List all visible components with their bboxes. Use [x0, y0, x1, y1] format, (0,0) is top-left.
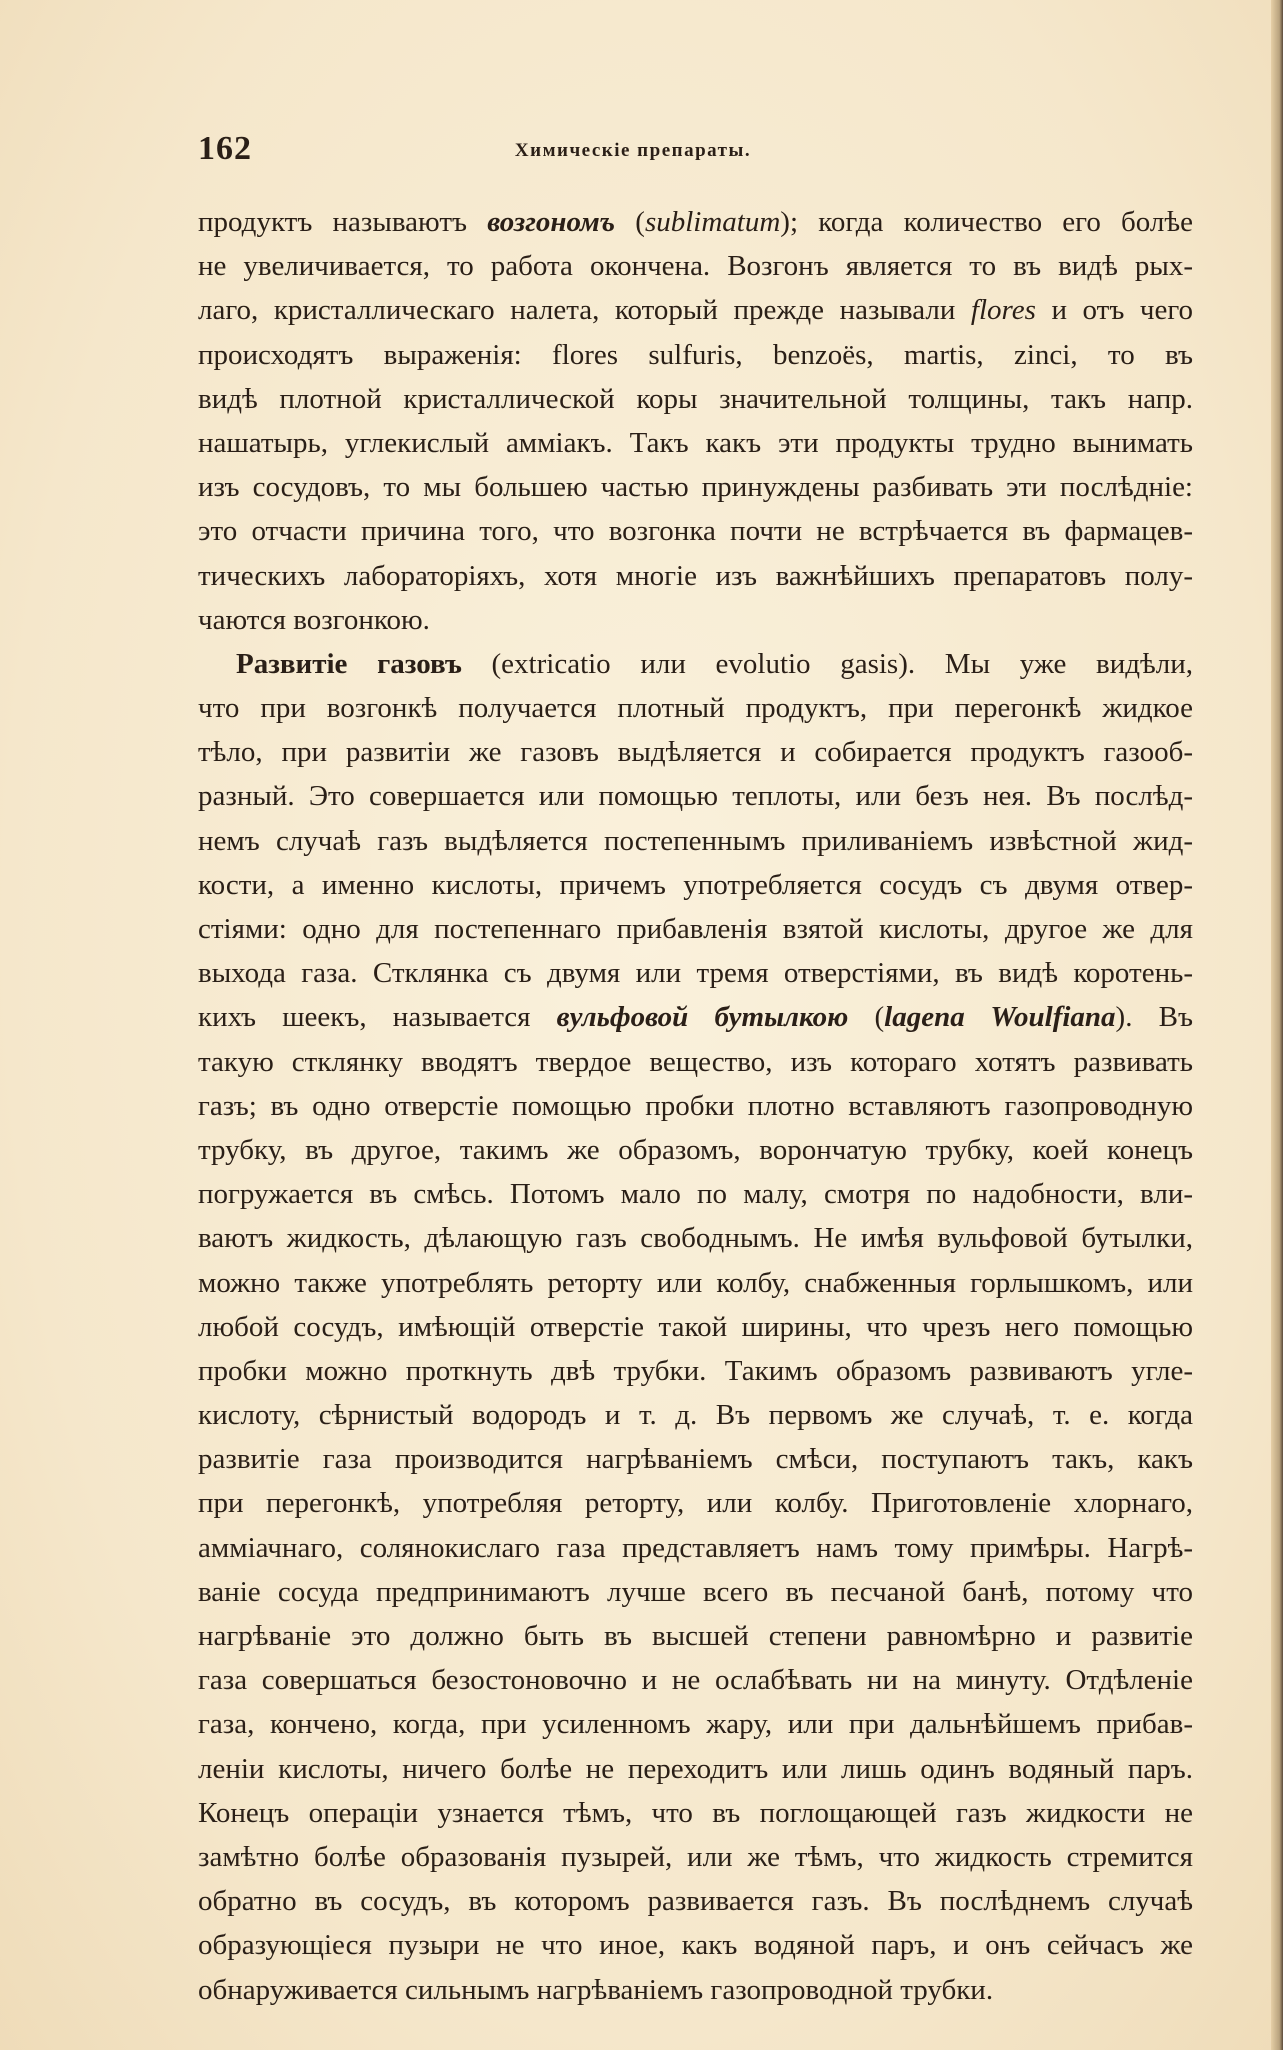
text-line [198, 554, 1193, 598]
text-line [198, 774, 1193, 818]
text-run: погружается въ смѣсь. Потомъ мало по малу, смотря по надобности, вли- [198, 1178, 1193, 1211]
text-line [198, 1349, 1193, 1393]
text-run: стіями: одно для постепеннаго прибавленія взятой кислоты, другое же для [198, 913, 1193, 945]
page-number: 162 [198, 130, 252, 167]
text-line [198, 421, 1193, 465]
text-run: выхода газа. Стклянка съ двумя или тремя отверстіями, въ видѣ коротень- [198, 957, 1193, 990]
text-run: амміачнаго, солянокислаго газа представляетъ намъ тому примѣры. Нагрѣ- [198, 1531, 1193, 1564]
text-run: любой сосудъ, имѣющій отверстіе такой ширины, что чрезъ него помощью [198, 1310, 1193, 1343]
text-line [198, 1305, 1193, 1349]
emphasized-text: Развитіе газовъ [236, 647, 462, 680]
text-run: (extricatio или evolutio gasis). Мы уже видѣли, [461, 647, 1193, 680]
text-line [198, 1393, 1193, 1437]
emphasized-text: вульфовой бутылкою [556, 1001, 849, 1034]
text-line [198, 200, 1193, 244]
text-run: чаются возгонкою. [198, 603, 430, 636]
text-run: что при возгонкѣ получается плотный продуктъ, при перегонкѣ жидкое [198, 692, 1193, 725]
text-run: изъ сосудовъ, то мы большею частью принуждены разбивать эти послѣдніе: [198, 471, 1193, 504]
text-line [198, 686, 1193, 730]
text-run: леніи кислоты, ничего болѣе не переходитъ или лишь одинъ водяный паръ. [198, 1752, 1193, 1785]
text-line [198, 1437, 1193, 1481]
text-run: нагрѣваніе это должно быть въ высшей степени равномѣрно и развитіе [198, 1620, 1193, 1652]
text-line [198, 1481, 1193, 1525]
text-line [198, 863, 1193, 907]
emphasized-text: sublimatum [644, 206, 781, 238]
text-line [198, 1614, 1193, 1658]
text-run: ваютъ жидкость, дѣлающую газъ свободнымъ. Не имѣя вульфовой бутылки, [198, 1222, 1193, 1255]
text-run: Конецъ операціи узнается тѣмъ, что въ поглощающей газъ жидкости не [198, 1796, 1193, 1829]
text-run: тѣло, при развитіи же газовъ выдѣляется и собирается продуктъ газооб- [198, 736, 1193, 769]
text-run: замѣтно болѣе образованія пузырей, или же тѣмъ, что жидкость стремится [198, 1840, 1193, 1873]
text-run: можно также употреблять реторту или колбу, снабженныя горлышкомъ, или [198, 1266, 1193, 1299]
text-run: лаго, кристаллическаго налета, который прежде называли [198, 294, 971, 327]
text-run: трубку, въ другое, такимъ же образомъ, ворончатую трубку, коей конецъ [198, 1133, 1193, 1166]
text-run: происходятъ выраженія: flores sulfuris, benzoës, martis, zinci, то въ [198, 338, 1193, 371]
text-run: кислоту, сѣрнистый водородъ и т. д. Въ первомъ же случаѣ, т. е. когда [198, 1399, 1193, 1432]
text-run: кихъ шеекъ, называется [198, 1001, 557, 1034]
emphasized-text: возгономъ [487, 206, 616, 238]
text-run: ); когда количество его болѣе [780, 206, 1194, 238]
text-run: тическихъ лабораторіяхъ, хотя многіе изъ важнѣйшихъ препаратовъ полу- [198, 559, 1193, 592]
text-run: обнаруживается сильнымъ нагрѣваніемъ газопроводной трубки. [198, 1973, 994, 2006]
emphasized-text: flores [970, 294, 1036, 327]
page-header [198, 130, 1068, 170]
text-run: газъ; въ одно отверстіе помощью пробки плотно вставляютъ газопроводную [198, 1089, 1193, 1122]
text-line [198, 1261, 1193, 1305]
text-line [198, 1879, 1193, 1923]
text-run: пробки можно проткнуть двѣ трубки. Такимъ образомъ развиваютъ угле- [198, 1354, 1193, 1387]
text-line [198, 1968, 1193, 2012]
text-line [198, 1526, 1193, 1570]
text-run: развитіе газа производится нагрѣваніемъ смѣси, поступаютъ такъ, какъ [198, 1443, 1193, 1476]
text-line [198, 1216, 1193, 1260]
text-run: и отъ чего [1035, 294, 1194, 327]
text-line [198, 1084, 1193, 1128]
text-line [198, 1040, 1193, 1084]
text-line [198, 377, 1193, 421]
text-line [198, 1923, 1193, 1967]
body-text [198, 200, 1193, 2012]
text-line [198, 1747, 1193, 1791]
text-run: видѣ плотной кристаллической коры значительной толщины, такъ напр. [198, 382, 1193, 415]
text-line [198, 642, 1193, 686]
text-run: обратно въ сосудъ, въ которомъ развивается газъ. Въ послѣднемъ случаѣ [198, 1885, 1193, 1918]
text-line [198, 1835, 1193, 1879]
text-line [198, 951, 1193, 995]
text-line [198, 598, 1193, 642]
text-line [198, 288, 1193, 332]
text-line [198, 509, 1193, 553]
text-run: такую стклянку вводятъ твердое вещество, изъ котораго хотятъ развивать [198, 1045, 1193, 1078]
text-line [198, 1128, 1193, 1172]
text-line [198, 333, 1193, 377]
text-line [198, 995, 1193, 1039]
text-run: разный. Это совершается или помощью теплоты, или безъ нея. Въ послѣд- [198, 780, 1193, 813]
text-run: ваніе сосуда предпринимаютъ лучше всего въ песчаной банѣ, потому что [198, 1575, 1193, 1608]
text-line [198, 1570, 1193, 1614]
text-run: образующіеся пузыри не что иное, какъ водяной паръ, и онъ сейчасъ же [198, 1929, 1193, 1962]
text-run: газа, кончено, когда, при усиленномъ жару, или при дальнѣйшемъ прибав- [198, 1708, 1193, 1741]
text-run: это отчасти причина того, что возгонка почти не встрѣчается въ фармацев- [198, 515, 1193, 548]
text-line [198, 1658, 1193, 1702]
text-line [198, 244, 1193, 288]
text-run: немъ случаѣ газъ выдѣляется постепеннымъ приливаніемъ извѣстной жид- [198, 824, 1193, 857]
text-run: ( [848, 1001, 885, 1034]
text-line [198, 1791, 1193, 1835]
text-line [198, 819, 1193, 863]
text-run: ). Въ [1115, 1001, 1193, 1034]
text-line [198, 1172, 1193, 1216]
text-run: при перегонкѣ, употребляя реторту, или колбу. Приготовленіе хлорнаго, [198, 1487, 1193, 1520]
running-title: Химическіе препараты. [514, 140, 752, 161]
text-run: продуктъ называютъ [198, 206, 488, 238]
text-line [198, 465, 1193, 509]
text-run: не увеличивается, то работа окончена. Возгонъ является то въ видѣ рых- [198, 250, 1193, 283]
text-run: нашатырь, углекислый амміакъ. Такъ какъ эти продукты трудно вынимать [198, 426, 1193, 459]
text-line [198, 907, 1193, 951]
text-run: газа совершаться безостоновочно и не ослабѣвать ни на минуту. Отдѣленіе [198, 1664, 1193, 1697]
text-run: ( [615, 206, 645, 238]
emphasized-text: lagena Woulfiana [884, 1001, 1116, 1034]
text-line [198, 1702, 1193, 1746]
page-edge-shadow [1271, 0, 1283, 2050]
text-run: кости, а именно кислоты, причемъ употребляется сосудъ съ двумя отвер- [198, 868, 1193, 901]
text-line [198, 730, 1193, 774]
